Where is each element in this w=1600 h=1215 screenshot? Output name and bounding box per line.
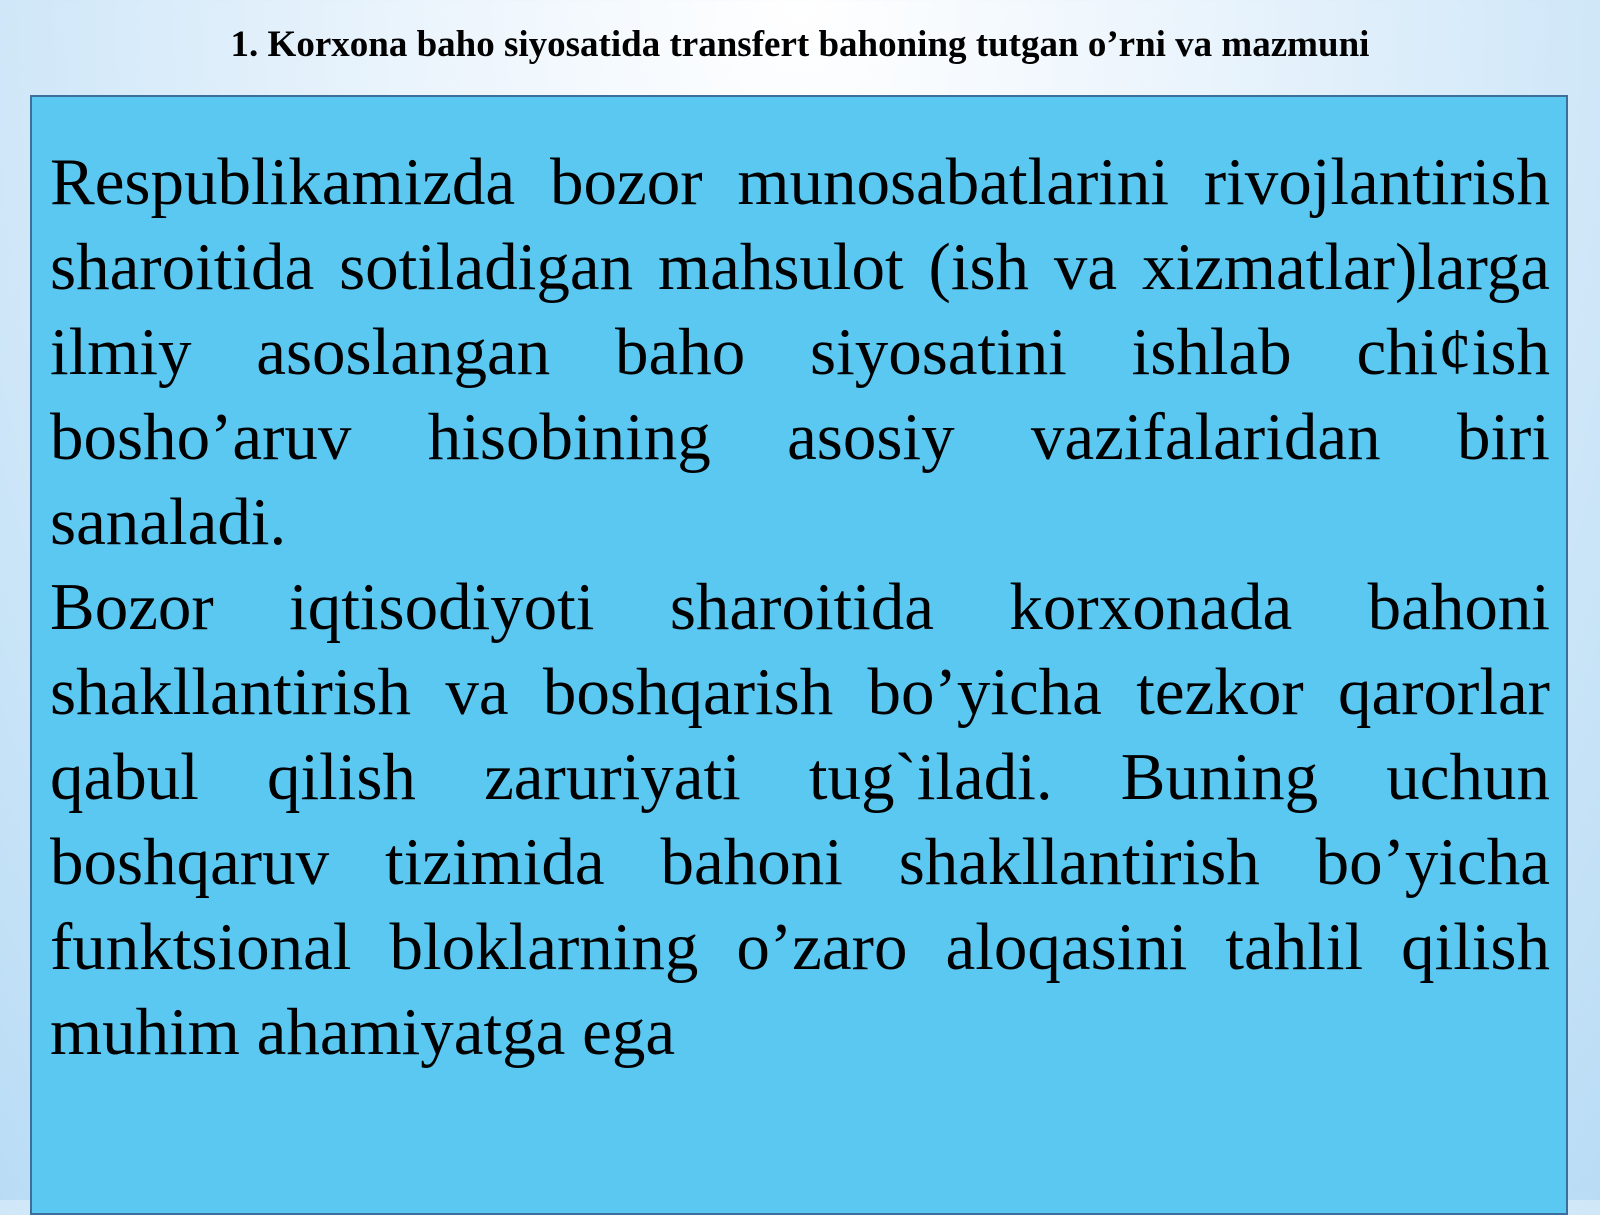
slide-title: 1. Korxona baho siyosatida transfert bahoning tutgan o’rni va mazmuni [230,24,1370,65]
content-box [30,95,1568,1215]
paragraph-2: Bozor iqtisodiyoti sharoitida korxonada bahoni shakllantirish va boshqarish bo’yicha tezkor qarorlar qabul qilish zaruriyati tug`iladi. Buning uchun boshqaruv tizimida bahoni shakllantirish bo’yicha funktsional bloklarning o’zaro aloqasini tahlil qilish muhim ahamiyatga ega [50,570,1550,1069]
paragraph-1: Respublikamizda bozor munosabatlarini rivojlantirish sharoitida sotiladigan mahsulot (ish va xizmatlar)larga ilmiy asoslangan baho siyosatini ishlab chi¢ish bosho’aruv hisobining asosiy vazifalaridan biri sanaladi. [50,145,1550,559]
